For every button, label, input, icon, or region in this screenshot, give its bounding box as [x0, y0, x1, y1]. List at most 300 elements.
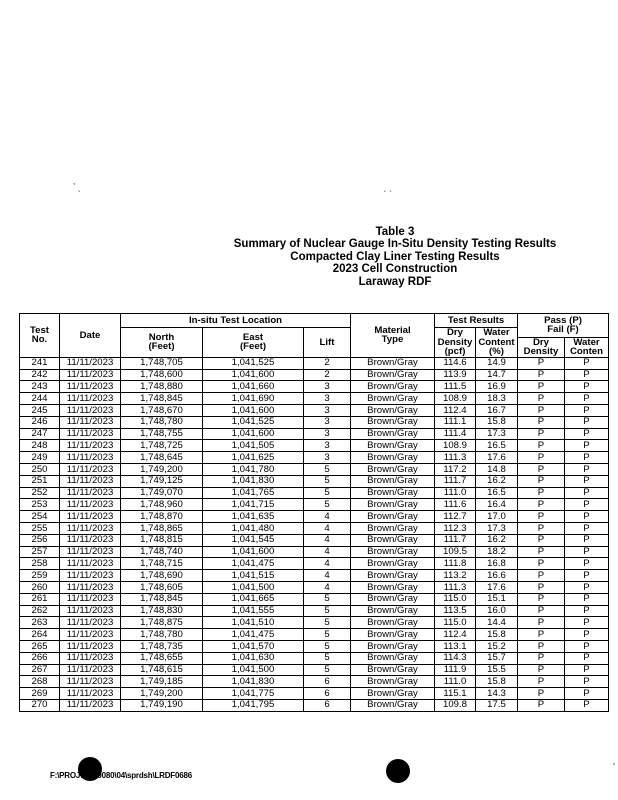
cell-date: 11/11/2023 [60, 570, 121, 582]
cell-lift: 3 [304, 440, 351, 452]
cell-test-no: 257 [20, 546, 60, 558]
cell-water-content: 16.0 [476, 605, 518, 617]
table-row [20, 640, 609, 652]
cell-date: 11/11/2023 [60, 369, 121, 381]
cell-pass-fail-water: P [565, 640, 609, 652]
cell-date: 11/11/2023 [60, 640, 121, 652]
cell-date: 11/11/2023 [60, 463, 121, 475]
cell-east: 1,041,600 [203, 404, 304, 416]
cell-date: 11/11/2023 [60, 699, 121, 711]
cell-pass-fail-water: P [565, 570, 609, 582]
cell-lift: 3 [304, 452, 351, 464]
cell-dry-density: 111.5 [435, 381, 476, 393]
cell-lift: 3 [304, 381, 351, 393]
table-row [20, 404, 609, 416]
cell-north: 1,748,845 [121, 593, 203, 605]
cell-test-no: 253 [20, 499, 60, 511]
header-east: East (Feet) [203, 328, 304, 358]
cell-material-type: Brown/Gray [351, 605, 435, 617]
cell-water-content: 15.2 [476, 640, 518, 652]
cell-north: 1,748,655 [121, 652, 203, 664]
cell-test-no: 261 [20, 593, 60, 605]
cell-material-type: Brown/Gray [351, 581, 435, 593]
cell-lift: 5 [304, 475, 351, 487]
cell-lift: 3 [304, 404, 351, 416]
cell-test-no: 255 [20, 522, 60, 534]
cell-water-content: 15.5 [476, 664, 518, 676]
cell-date: 11/11/2023 [60, 475, 121, 487]
cell-pass-fail-water: P [565, 688, 609, 700]
cell-water-content: 17.6 [476, 452, 518, 464]
cell-pass-fail-water: P [565, 534, 609, 546]
cell-material-type: Brown/Gray [351, 428, 435, 440]
cell-lift: 2 [304, 369, 351, 381]
cell-material-type: Brown/Gray [351, 357, 435, 369]
cell-test-no: 244 [20, 393, 60, 405]
cell-date: 11/11/2023 [60, 676, 121, 688]
cell-north: 1,748,815 [121, 534, 203, 546]
cell-lift: 4 [304, 534, 351, 546]
cell-north: 1,749,200 [121, 688, 203, 700]
cell-lift: 3 [304, 416, 351, 428]
header-pf-dry-density: Dry Density [518, 337, 565, 357]
cell-pass-fail-water: P [565, 381, 609, 393]
cell-pass-fail-dry: P [518, 617, 565, 629]
cell-pass-fail-dry: P [518, 605, 565, 617]
cell-north: 1,748,725 [121, 440, 203, 452]
cell-date: 11/11/2023 [60, 499, 121, 511]
cell-pass-fail-dry: P [518, 475, 565, 487]
cell-east: 1,041,635 [203, 511, 304, 523]
cell-pass-fail-water: P [565, 652, 609, 664]
cell-pass-fail-water: P [565, 581, 609, 593]
cell-material-type: Brown/Gray [351, 629, 435, 641]
table-row [20, 522, 609, 534]
cell-material-type: Brown/Gray [351, 640, 435, 652]
file-path-footer: F:\PROJ\...\S\0080\04\sprdsh\LRDF0686 [50, 771, 192, 780]
cell-east: 1,041,570 [203, 640, 304, 652]
cell-material-type: Brown/Gray [351, 676, 435, 688]
table-row [20, 499, 609, 511]
cell-pass-fail-dry: P [518, 522, 565, 534]
cell-north: 1,748,865 [121, 522, 203, 534]
cell-test-no: 265 [20, 640, 60, 652]
cell-pass-fail-dry: P [518, 369, 565, 381]
cell-pass-fail-dry: P [518, 664, 565, 676]
cell-pass-fail-water: P [565, 369, 609, 381]
cell-date: 11/11/2023 [60, 605, 121, 617]
cell-dry-density: 109.8 [435, 699, 476, 711]
cell-water-content: 16.6 [476, 570, 518, 582]
header-pass-fail: Pass (P) Fail (F) [518, 314, 609, 338]
table-row [20, 676, 609, 688]
table-row [20, 699, 609, 711]
cell-pass-fail-dry: P [518, 404, 565, 416]
cell-water-content: 14.7 [476, 369, 518, 381]
cell-water-content: 17.0 [476, 511, 518, 523]
cell-pass-fail-dry: P [518, 487, 565, 499]
table-row [20, 534, 609, 546]
cell-pass-fail-dry: P [518, 593, 565, 605]
cell-test-no: 247 [20, 428, 60, 440]
cell-north: 1,748,690 [121, 570, 203, 582]
cell-dry-density: 112.3 [435, 522, 476, 534]
cell-pass-fail-dry: P [518, 570, 565, 582]
table-row [20, 416, 609, 428]
header-location: In-situ Test Location [121, 314, 351, 328]
cell-dry-density: 111.4 [435, 428, 476, 440]
cell-material-type: Brown/Gray [351, 487, 435, 499]
cell-date: 11/11/2023 [60, 558, 121, 570]
cell-water-content: 14.9 [476, 357, 518, 369]
cell-east: 1,041,795 [203, 699, 304, 711]
cell-east: 1,041,625 [203, 452, 304, 464]
cell-lift: 5 [304, 664, 351, 676]
cell-lift: 6 [304, 676, 351, 688]
cell-water-content: 17.6 [476, 581, 518, 593]
cell-test-no: 248 [20, 440, 60, 452]
cell-dry-density: 111.1 [435, 416, 476, 428]
cell-water-content: 16.2 [476, 475, 518, 487]
header-date: Date [60, 314, 121, 358]
table-row [20, 511, 609, 523]
cell-dry-density: 112.4 [435, 404, 476, 416]
cell-pass-fail-water: P [565, 629, 609, 641]
cell-pass-fail-water: P [565, 699, 609, 711]
cell-lift: 4 [304, 522, 351, 534]
cell-dry-density: 111.3 [435, 581, 476, 593]
cell-east: 1,041,765 [203, 487, 304, 499]
table-row [20, 546, 609, 558]
cell-material-type: Brown/Gray [351, 440, 435, 452]
table-row [20, 652, 609, 664]
construction-label: 2023 Cell Construction [332, 263, 458, 276]
cell-dry-density: 113.5 [435, 605, 476, 617]
cell-east: 1,041,600 [203, 428, 304, 440]
cell-north: 1,748,755 [121, 428, 203, 440]
cell-pass-fail-dry: P [518, 699, 565, 711]
cell-lift: 6 [304, 688, 351, 700]
cell-dry-density: 112.7 [435, 511, 476, 523]
cell-test-no: 260 [20, 581, 60, 593]
cell-north: 1,748,875 [121, 617, 203, 629]
cell-water-content: 15.1 [476, 593, 518, 605]
cell-date: 11/11/2023 [60, 522, 121, 534]
cell-material-type: Brown/Gray [351, 463, 435, 475]
cell-dry-density: 108.9 [435, 393, 476, 405]
table-number: Table 3 [375, 226, 415, 238]
cell-dry-density: 115.0 [435, 593, 476, 605]
cell-east: 1,041,830 [203, 475, 304, 487]
cell-dry-density: 115.0 [435, 617, 476, 629]
cell-material-type: Brown/Gray [351, 522, 435, 534]
cell-north: 1,749,190 [121, 699, 203, 711]
cell-date: 11/11/2023 [60, 416, 121, 428]
cell-material-type: Brown/Gray [351, 664, 435, 676]
cell-east: 1,041,515 [203, 570, 304, 582]
cell-pass-fail-water: P [565, 393, 609, 405]
cell-north: 1,748,605 [121, 581, 203, 593]
cell-pass-fail-water: P [565, 499, 609, 511]
cell-lift: 4 [304, 558, 351, 570]
cell-east: 1,041,525 [203, 357, 304, 369]
table-row [20, 463, 609, 475]
cell-dry-density: 113.2 [435, 570, 476, 582]
cell-date: 11/11/2023 [60, 617, 121, 629]
cell-east: 1,041,715 [203, 499, 304, 511]
cell-water-content: 17.5 [476, 699, 518, 711]
cell-dry-density: 108.9 [435, 440, 476, 452]
cell-lift: 5 [304, 499, 351, 511]
cell-pass-fail-water: P [565, 617, 609, 629]
cell-north: 1,749,200 [121, 463, 203, 475]
cell-pass-fail-water: P [565, 487, 609, 499]
cell-east: 1,041,600 [203, 369, 304, 381]
cell-lift: 4 [304, 581, 351, 593]
cell-pass-fail-dry: P [518, 499, 565, 511]
cell-date: 11/11/2023 [60, 404, 121, 416]
cell-test-no: 252 [20, 487, 60, 499]
cell-material-type: Brown/Gray [351, 499, 435, 511]
cell-date: 11/11/2023 [60, 393, 121, 405]
cell-pass-fail-dry: P [518, 452, 565, 464]
cell-lift: 5 [304, 617, 351, 629]
cell-material-type: Brown/Gray [351, 452, 435, 464]
cell-pass-fail-water: P [565, 357, 609, 369]
cell-date: 11/11/2023 [60, 652, 121, 664]
cell-test-no: 245 [20, 404, 60, 416]
cell-lift: 3 [304, 393, 351, 405]
header-water-content: Water Content (%) [476, 328, 518, 358]
cell-date: 11/11/2023 [60, 357, 121, 369]
cell-lift: 4 [304, 546, 351, 558]
cell-north: 1,748,870 [121, 511, 203, 523]
cell-pass-fail-dry: P [518, 546, 565, 558]
cell-dry-density: 111.8 [435, 558, 476, 570]
cell-pass-fail-dry: P [518, 652, 565, 664]
cell-material-type: Brown/Gray [351, 381, 435, 393]
cell-date: 11/11/2023 [60, 664, 121, 676]
header-material-type: Material Type [351, 314, 435, 358]
cell-date: 11/11/2023 [60, 546, 121, 558]
cell-dry-density: 112.4 [435, 629, 476, 641]
cell-material-type: Brown/Gray [351, 699, 435, 711]
cell-material-type: Brown/Gray [351, 546, 435, 558]
cell-east: 1,041,660 [203, 381, 304, 393]
cell-east: 1,041,775 [203, 688, 304, 700]
cell-pass-fail-water: P [565, 605, 609, 617]
cell-material-type: Brown/Gray [351, 416, 435, 428]
cell-dry-density: 114.6 [435, 357, 476, 369]
cell-pass-fail-water: P [565, 463, 609, 475]
cell-test-no: 250 [20, 463, 60, 475]
cell-material-type: Brown/Gray [351, 558, 435, 570]
facility-name: Laraway RDF [358, 275, 432, 288]
cell-lift: 6 [304, 699, 351, 711]
header-pf-water-content: Water Conten [565, 337, 609, 357]
cell-pass-fail-water: P [565, 452, 609, 464]
cell-test-no: 243 [20, 381, 60, 393]
cell-north: 1,748,735 [121, 640, 203, 652]
cell-pass-fail-dry: P [518, 416, 565, 428]
cell-material-type: Brown/Gray [351, 617, 435, 629]
cell-material-type: Brown/Gray [351, 369, 435, 381]
cell-lift: 5 [304, 629, 351, 641]
cell-water-content: 18.2 [476, 546, 518, 558]
cell-material-type: Brown/Gray [351, 534, 435, 546]
cell-pass-fail-dry: P [518, 581, 565, 593]
header-test-results: Test Results [435, 314, 518, 328]
cell-dry-density: 115.1 [435, 688, 476, 700]
table-row [20, 629, 609, 641]
cell-pass-fail-dry: P [518, 463, 565, 475]
table-row [20, 475, 609, 487]
cell-east: 1,041,690 [203, 393, 304, 405]
cell-pass-fail-water: P [565, 440, 609, 452]
cell-test-no: 269 [20, 688, 60, 700]
cell-test-no: 270 [20, 699, 60, 711]
cell-pass-fail-dry: P [518, 428, 565, 440]
cell-dry-density: 117.2 [435, 463, 476, 475]
cell-pass-fail-dry: P [518, 393, 565, 405]
cell-north: 1,748,645 [121, 452, 203, 464]
cell-water-content: 15.8 [476, 416, 518, 428]
cell-pass-fail-water: P [565, 522, 609, 534]
table-row [20, 487, 609, 499]
cell-pass-fail-water: P [565, 676, 609, 688]
cell-test-no: 264 [20, 629, 60, 641]
cell-east: 1,041,510 [203, 617, 304, 629]
cell-east: 1,041,475 [203, 558, 304, 570]
table-row [20, 369, 609, 381]
cell-east: 1,041,475 [203, 629, 304, 641]
cell-water-content: 15.8 [476, 629, 518, 641]
cell-water-content: 18.3 [476, 393, 518, 405]
cell-east: 1,041,830 [203, 676, 304, 688]
cell-lift: 5 [304, 463, 351, 475]
title-block [160, 226, 618, 288]
table-row [20, 428, 609, 440]
cell-east: 1,041,525 [203, 416, 304, 428]
cell-water-content: 14.8 [476, 463, 518, 475]
cell-lift: 5 [304, 487, 351, 499]
table-row [20, 570, 609, 582]
cell-north: 1,748,670 [121, 404, 203, 416]
cell-east: 1,041,630 [203, 652, 304, 664]
cell-pass-fail-dry: P [518, 676, 565, 688]
cell-pass-fail-dry: P [518, 357, 565, 369]
cell-test-no: 251 [20, 475, 60, 487]
cell-north: 1,748,780 [121, 629, 203, 641]
cell-dry-density: 111.9 [435, 664, 476, 676]
cell-north: 1,749,125 [121, 475, 203, 487]
cell-pass-fail-dry: P [518, 629, 565, 641]
cell-east: 1,041,500 [203, 581, 304, 593]
cell-test-no: 266 [20, 652, 60, 664]
cell-lift: 4 [304, 511, 351, 523]
cell-water-content: 17.3 [476, 428, 518, 440]
cell-water-content: 16.4 [476, 499, 518, 511]
table-row [20, 664, 609, 676]
cell-east: 1,041,500 [203, 664, 304, 676]
cell-water-content: 16.9 [476, 381, 518, 393]
cell-test-no: 259 [20, 570, 60, 582]
header-test-no: Test No. [20, 314, 60, 358]
table-row [20, 581, 609, 593]
cell-water-content: 14.4 [476, 617, 518, 629]
table-row [20, 381, 609, 393]
cell-pass-fail-dry: P [518, 534, 565, 546]
cell-dry-density: 111.3 [435, 452, 476, 464]
table-subtitle: Compacted Clay Liner Testing Results [290, 250, 500, 263]
cell-material-type: Brown/Gray [351, 511, 435, 523]
cell-pass-fail-water: P [565, 416, 609, 428]
cell-pass-fail-water: P [565, 664, 609, 676]
cell-east: 1,041,480 [203, 522, 304, 534]
cell-north: 1,748,705 [121, 357, 203, 369]
scan-mark-right: ˏ ˎ [383, 182, 393, 193]
cell-test-no: 241 [20, 357, 60, 369]
cell-test-no: 249 [20, 452, 60, 464]
table-row [20, 440, 609, 452]
cell-dry-density: 114.3 [435, 652, 476, 664]
cell-water-content: 16.5 [476, 440, 518, 452]
header-lift: Lift [304, 328, 351, 358]
hole-punch-right [386, 759, 410, 783]
cell-test-no: 262 [20, 605, 60, 617]
cell-pass-fail-dry: P [518, 558, 565, 570]
cell-north: 1,748,830 [121, 605, 203, 617]
cell-material-type: Brown/Gray [351, 688, 435, 700]
cell-dry-density: 111.6 [435, 499, 476, 511]
cell-water-content: 17.3 [476, 522, 518, 534]
table-row [20, 452, 609, 464]
cell-north: 1,748,740 [121, 546, 203, 558]
cell-water-content: 15.8 [476, 676, 518, 688]
cell-pass-fail-water: P [565, 428, 609, 440]
scan-mark-left: ’ ˎ [73, 182, 81, 193]
cell-date: 11/11/2023 [60, 487, 121, 499]
cell-material-type: Brown/Gray [351, 593, 435, 605]
cell-lift: 4 [304, 570, 351, 582]
cell-water-content: 15.7 [476, 652, 518, 664]
table-row [20, 593, 609, 605]
cell-dry-density: 111.7 [435, 534, 476, 546]
cell-pass-fail-dry: P [518, 511, 565, 523]
cell-pass-fail-water: P [565, 475, 609, 487]
cell-material-type: Brown/Gray [351, 404, 435, 416]
cell-test-no: 263 [20, 617, 60, 629]
cell-pass-fail-water: P [565, 511, 609, 523]
cell-pass-fail-water: P [565, 593, 609, 605]
cell-test-no: 258 [20, 558, 60, 570]
cell-lift: 5 [304, 652, 351, 664]
cell-lift: 5 [304, 593, 351, 605]
table-row [20, 688, 609, 700]
cell-date: 11/11/2023 [60, 581, 121, 593]
cell-pass-fail-dry: P [518, 688, 565, 700]
cell-water-content: 14.3 [476, 688, 518, 700]
cell-date: 11/11/2023 [60, 593, 121, 605]
cell-north: 1,749,070 [121, 487, 203, 499]
cell-north: 1,748,845 [121, 393, 203, 405]
cell-east: 1,041,780 [203, 463, 304, 475]
table-row [20, 617, 609, 629]
cell-material-type: Brown/Gray [351, 475, 435, 487]
cell-east: 1,041,555 [203, 605, 304, 617]
cell-date: 11/11/2023 [60, 511, 121, 523]
cell-date: 11/11/2023 [60, 381, 121, 393]
